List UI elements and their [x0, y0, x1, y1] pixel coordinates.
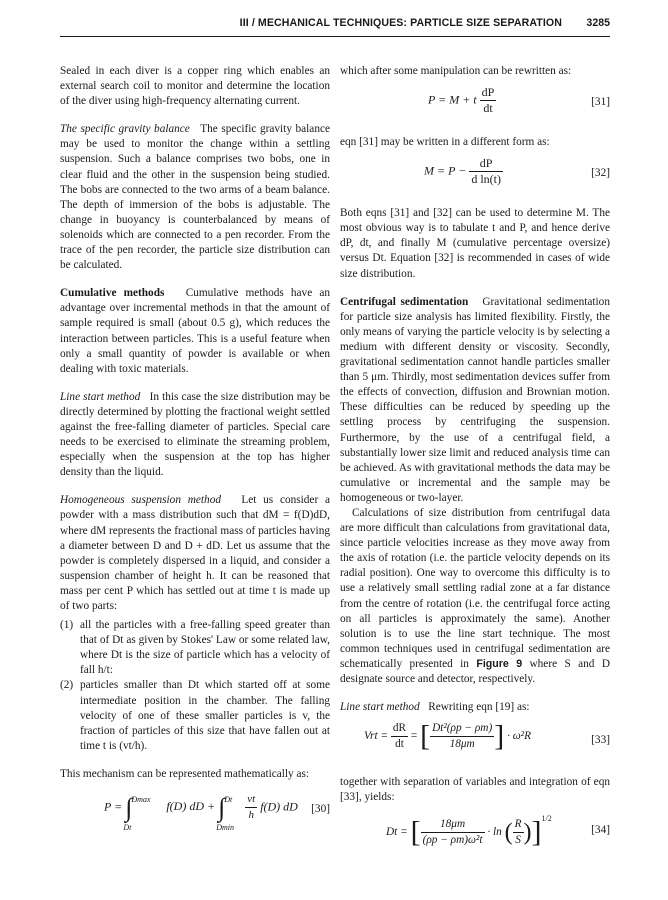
section-body: In this case the size distribution may be directly determined by plotting the fractional weight settled against the free-falling diameter of particles. Special care needs to be exercised to eliminate the streaming problem, especially when the suspension at the top has higher density than the liquid. [60, 390, 330, 479]
eq34-ratio [513, 817, 524, 848]
section-body: Cumulative methods have an advantage over incremental methods in that the amount of sample required is small (about 0.5 g), which reduces the interaction between particles. This is a useful feature when only a small quantity of powder is available or when dealing with toxic materials. [60, 287, 330, 375]
eq34-rden: S [515, 834, 521, 847]
section-body: Rewriting eqn [19] as: [428, 701, 530, 714]
eq30-lhs: P = [104, 799, 123, 814]
list-item [60, 678, 330, 753]
section-body: The specific gravity balance may be used to monitor the change within a settling suspension. Such a balance comprises two bobs, one in clear fluid and the other in the suspension being studied. The bobs are connected to the two arms of a beam balance. The depth of immersion of the bobs is adjustable. The change in buoyancy is counterbalanced by means of solenoids which are connected to a pen recorder. From the trace of the pen recorder, the particle size distribution can be calculated. [60, 123, 330, 272]
eq32-lhs: M = P − [424, 163, 467, 178]
eq33-fraction-1 [391, 721, 408, 752]
equation-30 [60, 788, 330, 832]
eq33-lhs: Vrt = [364, 730, 389, 743]
eq30-frac-den: h [248, 809, 254, 822]
eq30-frac-num: vt [245, 792, 257, 808]
section-heading: The specific gravity balance [60, 123, 190, 136]
page-number: 3285 [586, 17, 610, 29]
eq33-num1: dR [391, 721, 408, 737]
eq33-den2: 18μm [449, 738, 475, 751]
list-item-text: all the particles with a free-falling speed greater than that of Dt as given by Stokes' Law or some related law, where Dt is the size of particle which has a velocity of fall h/t: [80, 619, 330, 677]
eq31-fraction [480, 85, 497, 116]
section-homogeneous-suspension [60, 493, 330, 614]
eq30-int1-body: f(D) dD + [166, 799, 216, 814]
paragraph: which after some manipulation can be rewritten as: [340, 65, 572, 77]
section-body: Let us consider a powder with a mass distribution such that dM = f(D)dD, where dM represents the fractional mass of particles having a diameter between D and D + dD. Let us assume that the powder is completely dispersed in a liquid, and consider a suspension chamber of height h. It can be reasoned that mass per cent P which has settled out at time t is made up of two parts: [60, 494, 330, 612]
list-item-label: (2) [60, 679, 74, 692]
paragraph: Sealed in each diver is a copper ring which enables an external search coil to monitor and determine the location of the diver using high-frequency alternating current. [60, 65, 330, 108]
paragraph: together with separation of variables and integration of eqn [33], yields: [340, 776, 610, 804]
paragraph-text: Calculations of size distribution from centrifugal data are more difficult than calculations from gravitational data, since particle velocities increase as they move away from the axis of rotation (i.e. the particle velocity depends on its radial position). One way to overcome this difficulty is to use a relatively small settling radial zone at a far distance from the centre of rotation (i.e. the centrifugal force acting on all particles is approximately the same). Another solution is to use the line start technique. The most common techniques used in centrifugal sedimentation are schematically presented in [340, 506, 610, 670]
section-heading: Line start method [60, 390, 141, 403]
eq33-num2: Dt²(ρp − ρm) [430, 721, 494, 737]
list-item-text: particles smaller than Dt which started off at some intermediate position in the chamber. The falling velocity of one of these smaller particles is v, the fraction of particles of this size that have fallen out at time t is (vt/h). [80, 679, 330, 752]
section-heading: Centrifugal sedimentation [340, 295, 469, 308]
eq34-mid: · ln [487, 826, 502, 839]
list-item [60, 618, 330, 678]
equation-31 [340, 83, 610, 123]
eq32-fraction [469, 156, 503, 187]
bracket-close: ] [531, 815, 542, 849]
eq33-fraction-2 [430, 721, 494, 752]
eq34-num: 18μm [421, 817, 485, 833]
equation-number: [33] [591, 734, 610, 747]
left-column [60, 64, 330, 844]
section-heading: Homogeneous suspension method [60, 494, 222, 507]
section-body: Gravitational sedimentation for particle size analysis has limited flexibility. Firstly, the only means of varying the particle velocity is by selecting a medium with different density or viscosity. Secondly, gravitational sedimentation cannot handle particles smaller than 5 μm. Thirdly, most sedimentation devices suffer from the effects of convection, diffusion and Brownian motion. These difficulties can be reduced by speeding up the settling process by centrifuging the suspension. Furthermore, by the use of a centrifugal field, a substantially lower size limit and reduced analysis time can be achieved. As with gravitational methods the data may be cumulative or incremental and the sample may be homogeneous or two-layer. [340, 295, 610, 504]
section-heading: Line start method [340, 701, 420, 714]
eq34-lhs: Dt = [386, 826, 408, 839]
integral-sign: ∫ [125, 792, 133, 822]
paragraph-text: where S and D designate source and detector, respectively. [340, 657, 610, 685]
eq34-power: 1/2 [541, 814, 552, 824]
paragraph: This mechanism can be represented mathematically as: [60, 767, 310, 780]
eq34-fraction [421, 817, 485, 848]
section-line-start-method [60, 390, 330, 481]
eq30-int1-upper: Dmax [131, 795, 151, 805]
equation-34 [340, 809, 610, 853]
section-centrifugal-sedimentation [340, 295, 610, 506]
equation-33 [340, 719, 610, 763]
equation-number: [31] [591, 96, 610, 109]
eq33-tail: · ω²R [507, 730, 531, 743]
bracket-open: [ [420, 719, 431, 753]
eq30-int2-upper: Dt [224, 795, 233, 805]
eq30-fraction [245, 792, 257, 823]
eq34-den: (ρp − ρm)ω²t [422, 834, 483, 847]
equation-32 [340, 154, 610, 194]
bracket-close: ] [494, 719, 505, 753]
figure-reference: Figure 9 [476, 657, 523, 670]
eq32-den: d ln(t) [471, 172, 501, 187]
eq30-int1-lower: Dt [123, 823, 132, 833]
eq33-den1: dt [395, 738, 404, 751]
page-header [60, 14, 610, 37]
right-column [340, 64, 610, 865]
eq31-den: dt [483, 101, 493, 116]
integral-sign: ∫ [218, 792, 226, 822]
paragraph [340, 506, 610, 687]
eq33-equals: = [410, 730, 418, 743]
section-line-start-method-centrifugal [340, 700, 610, 715]
eq31-num: dP [481, 85, 495, 100]
eq32-num: dP [469, 156, 503, 172]
paren-open: ( [504, 819, 513, 846]
section-specific-gravity-balance [60, 122, 330, 273]
eq30-int2-lower: Dmin [216, 823, 235, 833]
eq30-int2-body: f(D) dD [260, 799, 298, 814]
paren-close: ) [523, 819, 532, 846]
equation-number: [32] [591, 167, 610, 180]
eq34-rnum: R [513, 817, 524, 833]
equation-number: [34] [591, 824, 610, 837]
paragraph: eqn [31] may be written in a different form as: [340, 136, 550, 149]
paragraph: Both eqns [31] and [32] can be used to determine M. The most obvious way is to tabulate t and P, and hence derive dP, dt, and finally M (cumulative percentage oversize) versus Dt. Equation [32] is recommended in cases of wide size distribution. [340, 207, 610, 280]
eq31-lhs: P = M + t [428, 92, 477, 107]
equation-number: [30] [311, 803, 330, 816]
bracket-open: [ [410, 815, 421, 849]
list-item-label: (1) [60, 619, 74, 632]
numbered-list [60, 618, 330, 754]
running-title: III / MECHANICAL TECHNIQUES: PARTICLE SIZE SEPARATION [239, 17, 562, 29]
section-cumulative-methods [60, 286, 330, 377]
section-heading: Cumulative methods [60, 287, 165, 300]
